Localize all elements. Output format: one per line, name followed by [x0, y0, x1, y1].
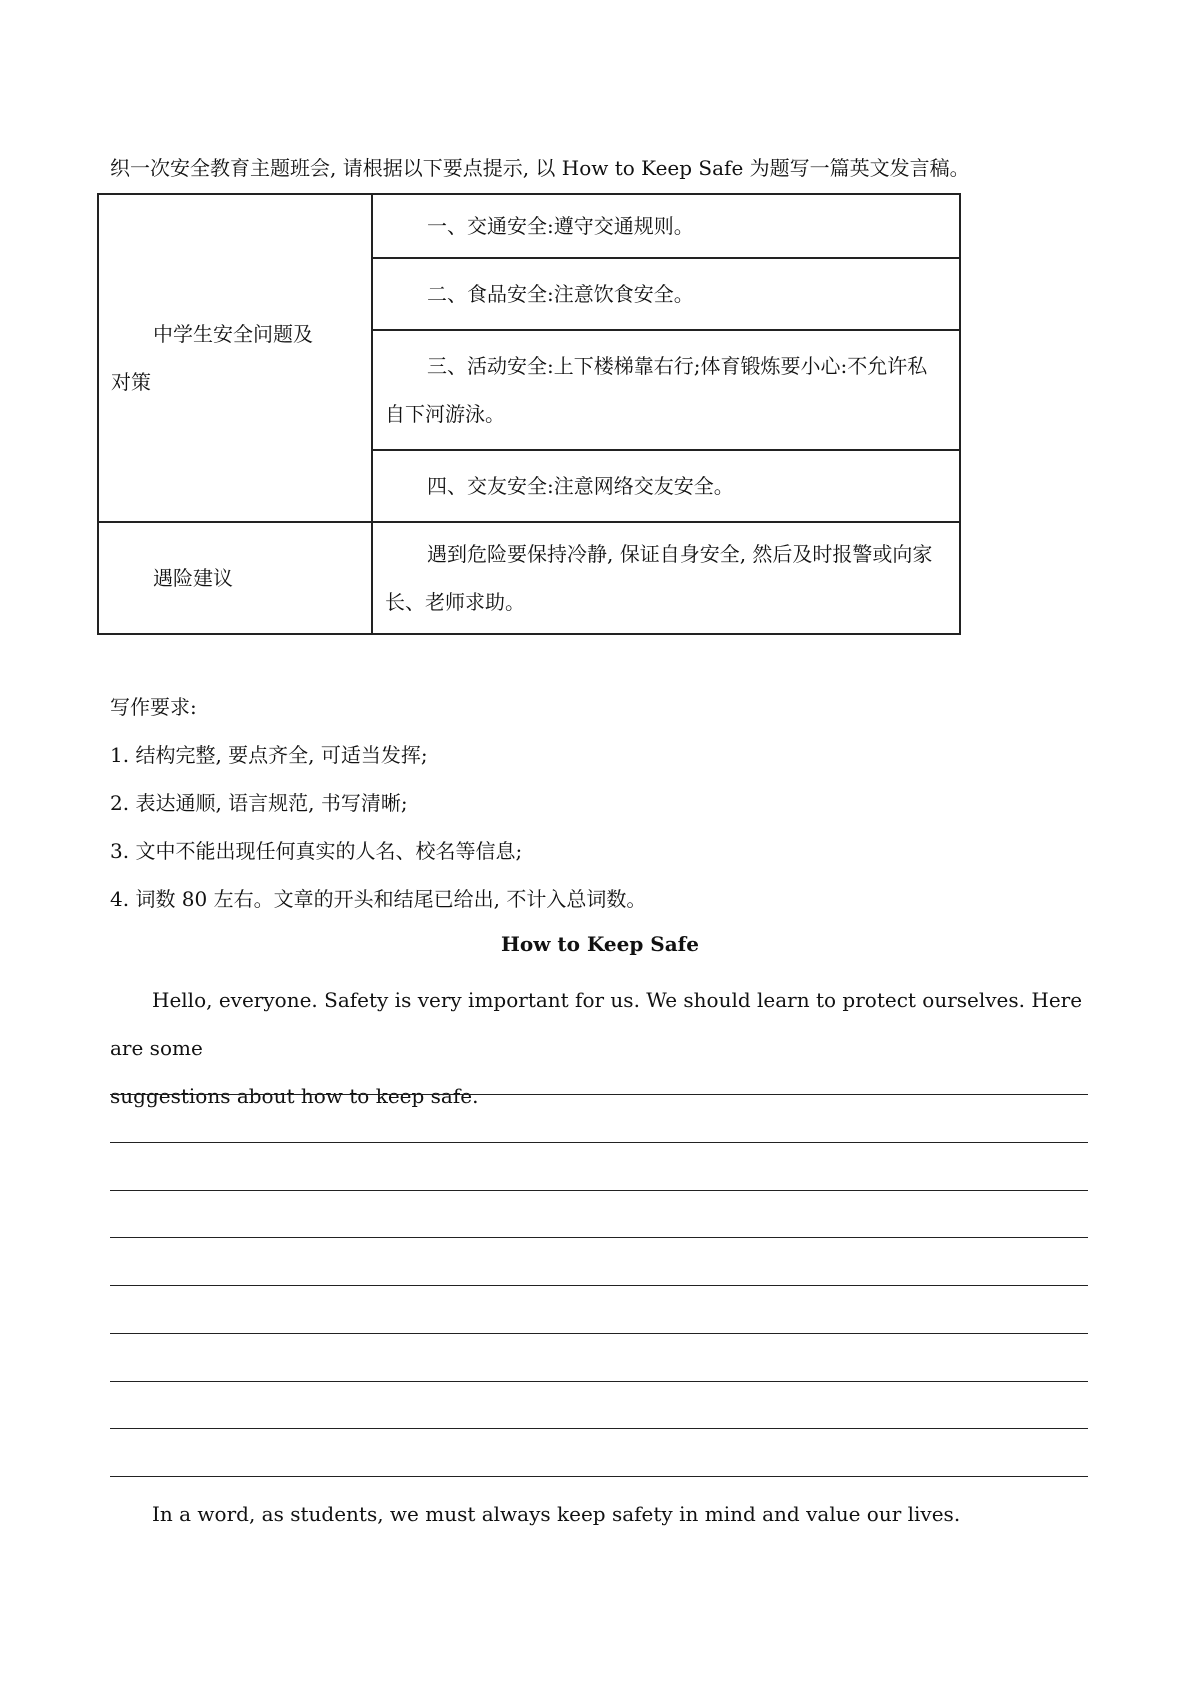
writing-line — [110, 1333, 1088, 1334]
advice-content: 遇到危险要保持冷静, 保证自身安全, 然后及时报警或向家长、老师求助。 — [385, 542, 933, 614]
advice-label: 遇险建议 — [153, 566, 233, 590]
writing-line — [110, 1285, 1088, 1286]
point-friendship: 四、交友安全:注意网络交友安全。 — [427, 474, 734, 498]
table-cell-point — [372, 194, 960, 258]
requirements-heading: 写作要求: — [110, 695, 197, 719]
table-cell-advice — [372, 522, 960, 634]
writing-line — [110, 1237, 1088, 1238]
writing-line — [110, 1381, 1088, 1382]
table-cell-point — [372, 330, 960, 450]
writing-line — [110, 1190, 1088, 1191]
writing-line — [110, 1476, 1088, 1477]
requirement-item: 2. 表达通顺, 语言规范, 书写清晰; — [110, 791, 408, 815]
prompt-table — [97, 193, 961, 635]
essay-opening — [110, 976, 1090, 1120]
table-cell-point — [372, 258, 960, 330]
point-food: 二、食品安全:注意饮食安全。 — [427, 282, 694, 306]
writing-line — [110, 1094, 1088, 1095]
point-activity: 三、活动安全:上下楼梯靠右行;体育锻炼要小心:不允许私自下河游泳。 — [385, 354, 928, 426]
table-cell-advice-label — [98, 522, 372, 634]
category-label-line2: 对策 — [111, 370, 151, 394]
table-row — [98, 522, 960, 634]
essay-closing: In a word, as students, we must always keep safety in mind and value our lives. — [152, 1502, 961, 1526]
table-row — [98, 194, 960, 258]
table-cell-category — [98, 194, 372, 522]
intro-text: 织一次安全教育主题班会, 请根据以下要点提示, 以 How to Keep Safe 为题写一篇英文发言稿。 — [110, 156, 970, 180]
table-cell-point — [372, 450, 960, 522]
requirement-item: 3. 文中不能出现任何真实的人名、校名等信息; — [110, 839, 523, 863]
point-traffic: 一、交通安全:遵守交通规则。 — [427, 214, 694, 238]
category-label-line1: 中学生安全问题及 — [153, 322, 313, 346]
writing-line — [110, 1428, 1088, 1429]
essay-title: How to Keep Safe — [500, 932, 700, 956]
requirement-item: 1. 结构完整, 要点齐全, 可适当发挥; — [110, 743, 428, 767]
writing-line — [110, 1142, 1088, 1143]
requirement-item: 4. 词数 80 左右。文章的开头和结尾已给出, 不计入总词数。 — [110, 887, 647, 911]
opening-line-2: suggestions about how to keep safe. — [110, 1084, 479, 1108]
opening-line-1: Hello, everyone. Safety is very important for us. We should learn to protect ourselves. Here are some — [110, 988, 1083, 1060]
